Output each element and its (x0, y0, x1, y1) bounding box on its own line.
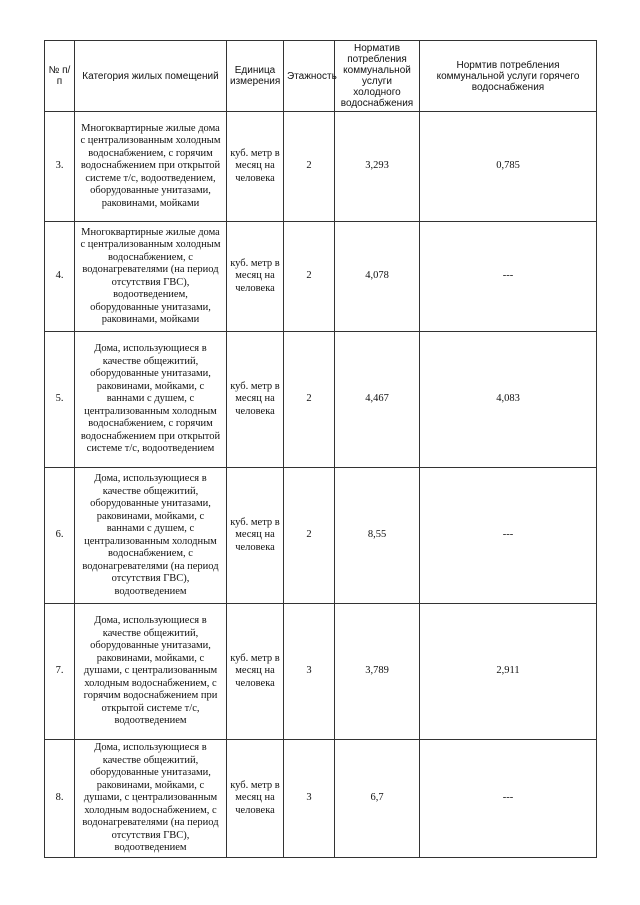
table-row (45, 112, 597, 222)
cell-category: Многоквартирные жилые дома с централизованным холодным водоснабжением, с водонагревателями (на период отсутствия ГВС), водоотведением, оборудованные унитазами, раковинами, мойками (75, 222, 227, 332)
cell-unit: куб. метр в месяц на человека (227, 112, 284, 222)
cell-hot-water: --- (420, 468, 597, 604)
norms-table (44, 40, 597, 858)
header-hot-water: Нормтив потребления коммунальной услуги горячего водоснабжения (420, 41, 597, 112)
cell-cold-water: 4,078 (335, 222, 420, 332)
header-category: Категория жилых помещений (75, 41, 227, 112)
cell-cold-water: 3,789 (335, 604, 420, 740)
header-unit: Единица измерения (227, 41, 284, 112)
cell-floors: 2 (284, 332, 335, 468)
cell-floors: 2 (284, 468, 335, 604)
table-row (45, 222, 597, 332)
cell-unit: куб. метр в месяц на человека (227, 332, 284, 468)
cell-unit: куб. метр в месяц на человека (227, 740, 284, 858)
cell-cold-water: 4,467 (335, 332, 420, 468)
cell-num: 5. (45, 332, 75, 468)
cell-cold-water: 3,293 (335, 112, 420, 222)
cell-num: 7. (45, 604, 75, 740)
cell-unit: куб. метр в месяц на человека (227, 468, 284, 604)
cell-floors: 2 (284, 222, 335, 332)
header-floors: Этажность (284, 41, 335, 112)
cell-num: 8. (45, 740, 75, 858)
cell-hot-water: --- (420, 740, 597, 858)
cell-floors: 3 (284, 604, 335, 740)
table-header (45, 41, 597, 112)
cell-category: Дома, использующиеся в качестве общежитий, оборудованные унитазами, раковинами, мойками, с душами, с централизованным холодным водоснабжением, с горячим водоснабжением при открытой системе т/с, водоотведением (75, 604, 227, 740)
cell-category: Многоквартирные жилые дома с централизованным холодным водоснабжением, с горячим водоснабжением при открытой системе т/с, водоотведением, оборудованные унитазами, раковинами, мойками (75, 112, 227, 222)
cell-cold-water: 8,55 (335, 468, 420, 604)
cell-num: 4. (45, 222, 75, 332)
header-cold-water: Норматив потребления коммунальной услуги холодного водоснабжения (335, 41, 420, 112)
table-body (45, 112, 597, 858)
cell-floors: 2 (284, 112, 335, 222)
cell-hot-water: 0,785 (420, 112, 597, 222)
cell-num: 3. (45, 112, 75, 222)
header-num: № п/п (45, 41, 75, 112)
cell-category: Дома, использующиеся в качестве общежитий, оборудованные унитазами, раковинами, мойками, с душами, с централизованным холодным водоснабжением, с водонагревателями (на период отсутствия ГВС), водоотведением (75, 740, 227, 858)
table-row (45, 740, 597, 858)
table-row (45, 468, 597, 604)
cell-category: Дома, использующиеся в качестве общежитий, оборудованные унитазами, раковинами, мойками, с ваннами с душем, с централизованным холодным водоснабжением, с водонагревателями (на период отсутствия ГВС), водоотведением (75, 468, 227, 604)
cell-unit: куб. метр в месяц на человека (227, 604, 284, 740)
table-row (45, 604, 597, 740)
cell-hot-water: 2,911 (420, 604, 597, 740)
cell-hot-water: --- (420, 222, 597, 332)
cell-cold-water: 6,7 (335, 740, 420, 858)
header-row (45, 41, 597, 112)
table-row (45, 332, 597, 468)
cell-category: Дома, использующиеся в качестве общежитий, оборудованные унитазами, раковинами, мойками, с ваннами с душем, с централизованным холодным водоснабжением, с горячим водоснабжением при открытой системе т/с, водоотведением (75, 332, 227, 468)
cell-num: 6. (45, 468, 75, 604)
cell-floors: 3 (284, 740, 335, 858)
cell-unit: куб. метр в месяц на человека (227, 222, 284, 332)
cell-hot-water: 4,083 (420, 332, 597, 468)
